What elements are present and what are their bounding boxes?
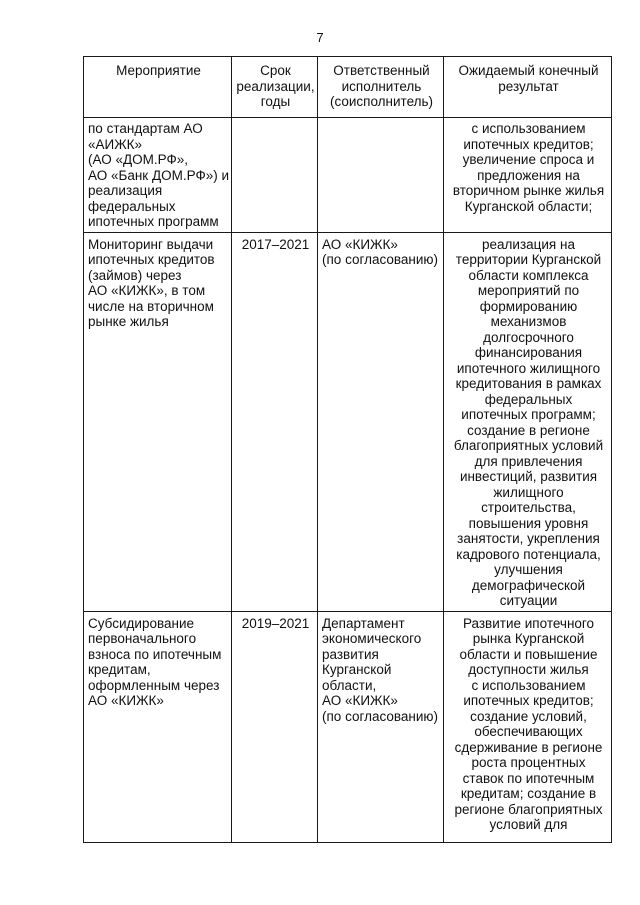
cell-measure: Мониторинг выдачи ипотечных кредитов (займов) через АО «КИЖК», в том числе на вторичном рынке жилья bbox=[84, 232, 232, 611]
table-row bbox=[84, 232, 612, 611]
table-row bbox=[84, 118, 612, 233]
cell-period: 2017–2021 bbox=[232, 232, 318, 611]
cell-result: реализация на территории Курганской области комплекса мероприятий по формированию механизмов долгосрочного финансирования ипотечного жилищного кредитования в рамках федеральных ипотечных программ; создание в регионе благоприятных условий для привлечения инвестиций, развития жилищного строительства, повышения уровня занятости, укрепления кадрового потенциала, улучшения демографической ситуации bbox=[444, 232, 612, 611]
header-executor: Ответственный исполнитель (соисполнитель) bbox=[318, 57, 444, 118]
table-row bbox=[84, 611, 612, 842]
cell-measure: по стандартам АО «АИЖК» (АО «ДОМ.РФ», АО «Банк ДОМ.РФ») и реализация федеральных ипотечных программ bbox=[84, 118, 232, 233]
measures-table bbox=[83, 56, 612, 843]
cell-executor: Департамент экономического развития Курганской области, АО «КИЖК» (по согласованию) bbox=[318, 611, 444, 842]
cell-measure: Субсидирование первоначального взноса по ипотечным кредитам, оформленным через АО «КИЖК» bbox=[84, 611, 232, 842]
header-period: Срок реализации, годы bbox=[232, 57, 318, 118]
cell-result: Развитие ипотечного рынка Курганской области и повышение доступности жилья с использованием ипотечных кредитов; создание условий, обеспечивающих сдерживание в регионе роста процентных ставок по ипотечным кредитам; создание в регионе благоприятных условий для bbox=[444, 611, 612, 842]
cell-result: с использованием ипотечных кредитов; увеличение спроса и предложения на вторичном рынке жилья Курганской области; bbox=[444, 118, 612, 233]
table-header-row bbox=[84, 57, 612, 118]
header-result: Ожидаемый конечный результат bbox=[444, 57, 612, 118]
cell-executor bbox=[318, 118, 444, 233]
cell-period bbox=[232, 118, 318, 233]
page-number: 7 bbox=[316, 30, 324, 45]
cell-executor: АО «КИЖК» (по согласованию) bbox=[318, 232, 444, 611]
cell-period: 2019–2021 bbox=[232, 611, 318, 842]
header-measure: Мероприятие bbox=[84, 57, 232, 118]
